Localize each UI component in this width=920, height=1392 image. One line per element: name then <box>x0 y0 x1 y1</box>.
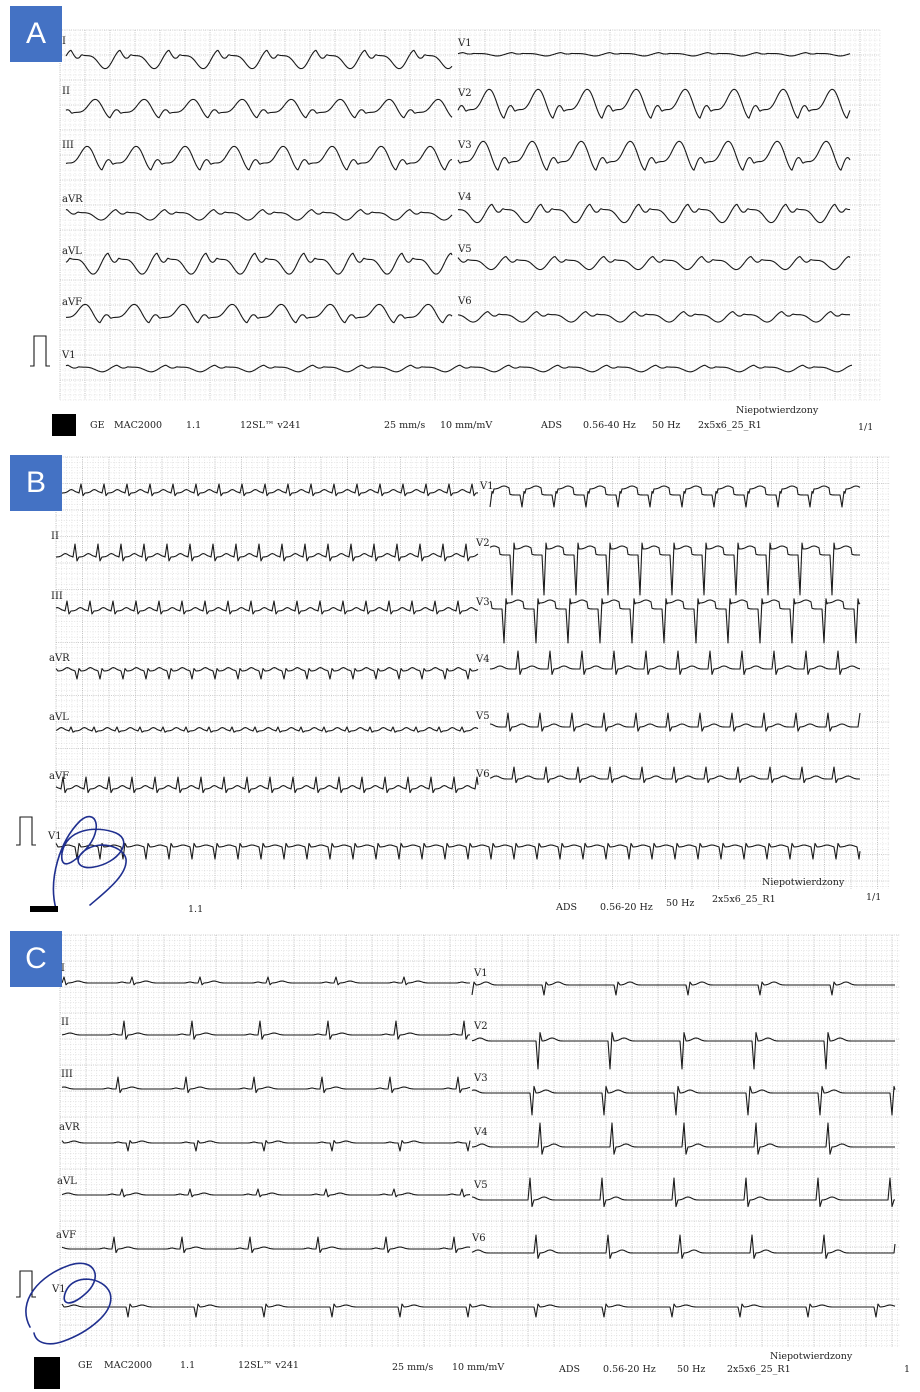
footer-filter: 0.56-40 Hz <box>583 420 636 431</box>
footer-software: 12SL™ v241 <box>238 1360 299 1371</box>
footer-device: MAC2000 <box>114 420 163 431</box>
lead-label-v1: V1 <box>480 481 494 492</box>
lead-label-iii: III <box>61 1069 73 1080</box>
footer-version: 1.1 <box>186 420 202 431</box>
lead-label-v6: V6 <box>472 1233 486 1244</box>
footer-ads: ADS <box>541 420 562 431</box>
lead-label-v3: V3 <box>474 1073 488 1084</box>
footer-version: 1.1 <box>180 1360 196 1371</box>
lead-label-ii: II <box>61 1017 69 1028</box>
printer-mark <box>34 1357 60 1389</box>
lead-label-v5: V5 <box>474 1180 488 1191</box>
footer-status: Niepotwierdzony <box>770 1351 853 1362</box>
footer-gain: 10 mm/mV <box>440 420 493 431</box>
ecg-strip-a <box>0 0 920 440</box>
footer-status: Niepotwierdzony <box>736 405 819 416</box>
footer-page: 1/1 <box>858 422 874 433</box>
lead-label-avr: aVR <box>49 653 70 664</box>
footer-filter: 0.56-20 Hz <box>600 902 653 912</box>
lead-label-iii: III <box>51 591 63 602</box>
lead-label-v5: V5 <box>476 711 490 722</box>
lead-label-v4: V4 <box>474 1127 488 1138</box>
lead-label-v4: V4 <box>458 192 472 203</box>
lead-label-ii: II <box>51 531 59 542</box>
lead-label-iii: III <box>62 140 74 151</box>
lead-label-avr: aVR <box>59 1122 80 1133</box>
ecg-strip-b <box>0 449 920 912</box>
lead-label-avf: aVF <box>56 1230 77 1241</box>
footer-page: 1 <box>904 1364 911 1375</box>
lead-label-v1: V1 <box>474 968 488 979</box>
footer-speed: 25 mm/s <box>392 1362 434 1373</box>
lead-label-v2: V2 <box>476 538 490 549</box>
lead-label-i: I <box>61 963 65 974</box>
footer-mains: 50 Hz <box>652 420 681 431</box>
panel-label-b: B <box>10 455 62 511</box>
footer-ads: ADS <box>559 1364 580 1375</box>
footer-software: 12SL™ v241 <box>240 420 301 431</box>
lead-label-avf: aVF <box>49 771 70 782</box>
lead-label-v2: V2 <box>474 1021 488 1032</box>
lead-label-avr: aVR <box>62 194 83 205</box>
footer-brand: GE <box>90 420 105 431</box>
footer-status: Niepotwierdzony <box>762 877 845 888</box>
lead-label-i: I <box>62 36 66 47</box>
lead-label-v3: V3 <box>458 140 472 151</box>
footer-format: 2x5x6_25_R1 <box>698 420 762 431</box>
panel-label-c: C <box>10 931 62 987</box>
lead-label-v6: V6 <box>476 769 490 780</box>
footer-speed: 25 mm/s <box>384 420 426 431</box>
ecg-panel-b <box>0 449 920 912</box>
printer-mark <box>52 414 76 436</box>
footer-gain: 10 mm/mV <box>452 1362 505 1373</box>
lead-label-avf: aVF <box>62 297 83 308</box>
panel-label-a: A <box>10 6 62 62</box>
lead-label-rhythm: V1 <box>62 350 76 361</box>
ecg-panel-c <box>0 925 920 1392</box>
footer-format: 2x5x6_25_R1 <box>727 1364 791 1375</box>
footer-mains: 50 Hz <box>677 1364 706 1375</box>
lead-label-rhythm: V1 <box>52 1284 66 1295</box>
ecg-strip-c <box>0 925 920 1392</box>
lead-label-avl: aVL <box>49 712 69 723</box>
lead-label-avl: aVL <box>57 1176 77 1187</box>
footer-device: MAC2000 <box>104 1360 153 1371</box>
lead-label-rhythm: V1 <box>48 831 62 842</box>
lead-label-ii: II <box>62 86 70 97</box>
footer-filter: 0.56-20 Hz <box>603 1364 656 1375</box>
lead-label-v3: V3 <box>476 597 490 608</box>
lead-label-avl: aVL <box>62 246 82 257</box>
footer-mains: 50 Hz <box>666 898 695 909</box>
ecg-panel-a <box>0 0 920 440</box>
footer-page: 1/1 <box>866 892 882 903</box>
lead-label-v4: V4 <box>476 654 490 665</box>
footer-version: 1.1 <box>188 904 204 912</box>
lead-label-v2: V2 <box>458 88 472 99</box>
lead-label-v6: V6 <box>458 296 472 307</box>
lead-label-v5: V5 <box>458 244 472 255</box>
printer-mark <box>30 906 58 912</box>
footer-brand: GE <box>78 1360 93 1371</box>
footer-ads: ADS <box>556 902 577 912</box>
lead-label-v1: V1 <box>458 38 472 49</box>
footer-format: 2x5x6_25_R1 <box>712 894 776 905</box>
